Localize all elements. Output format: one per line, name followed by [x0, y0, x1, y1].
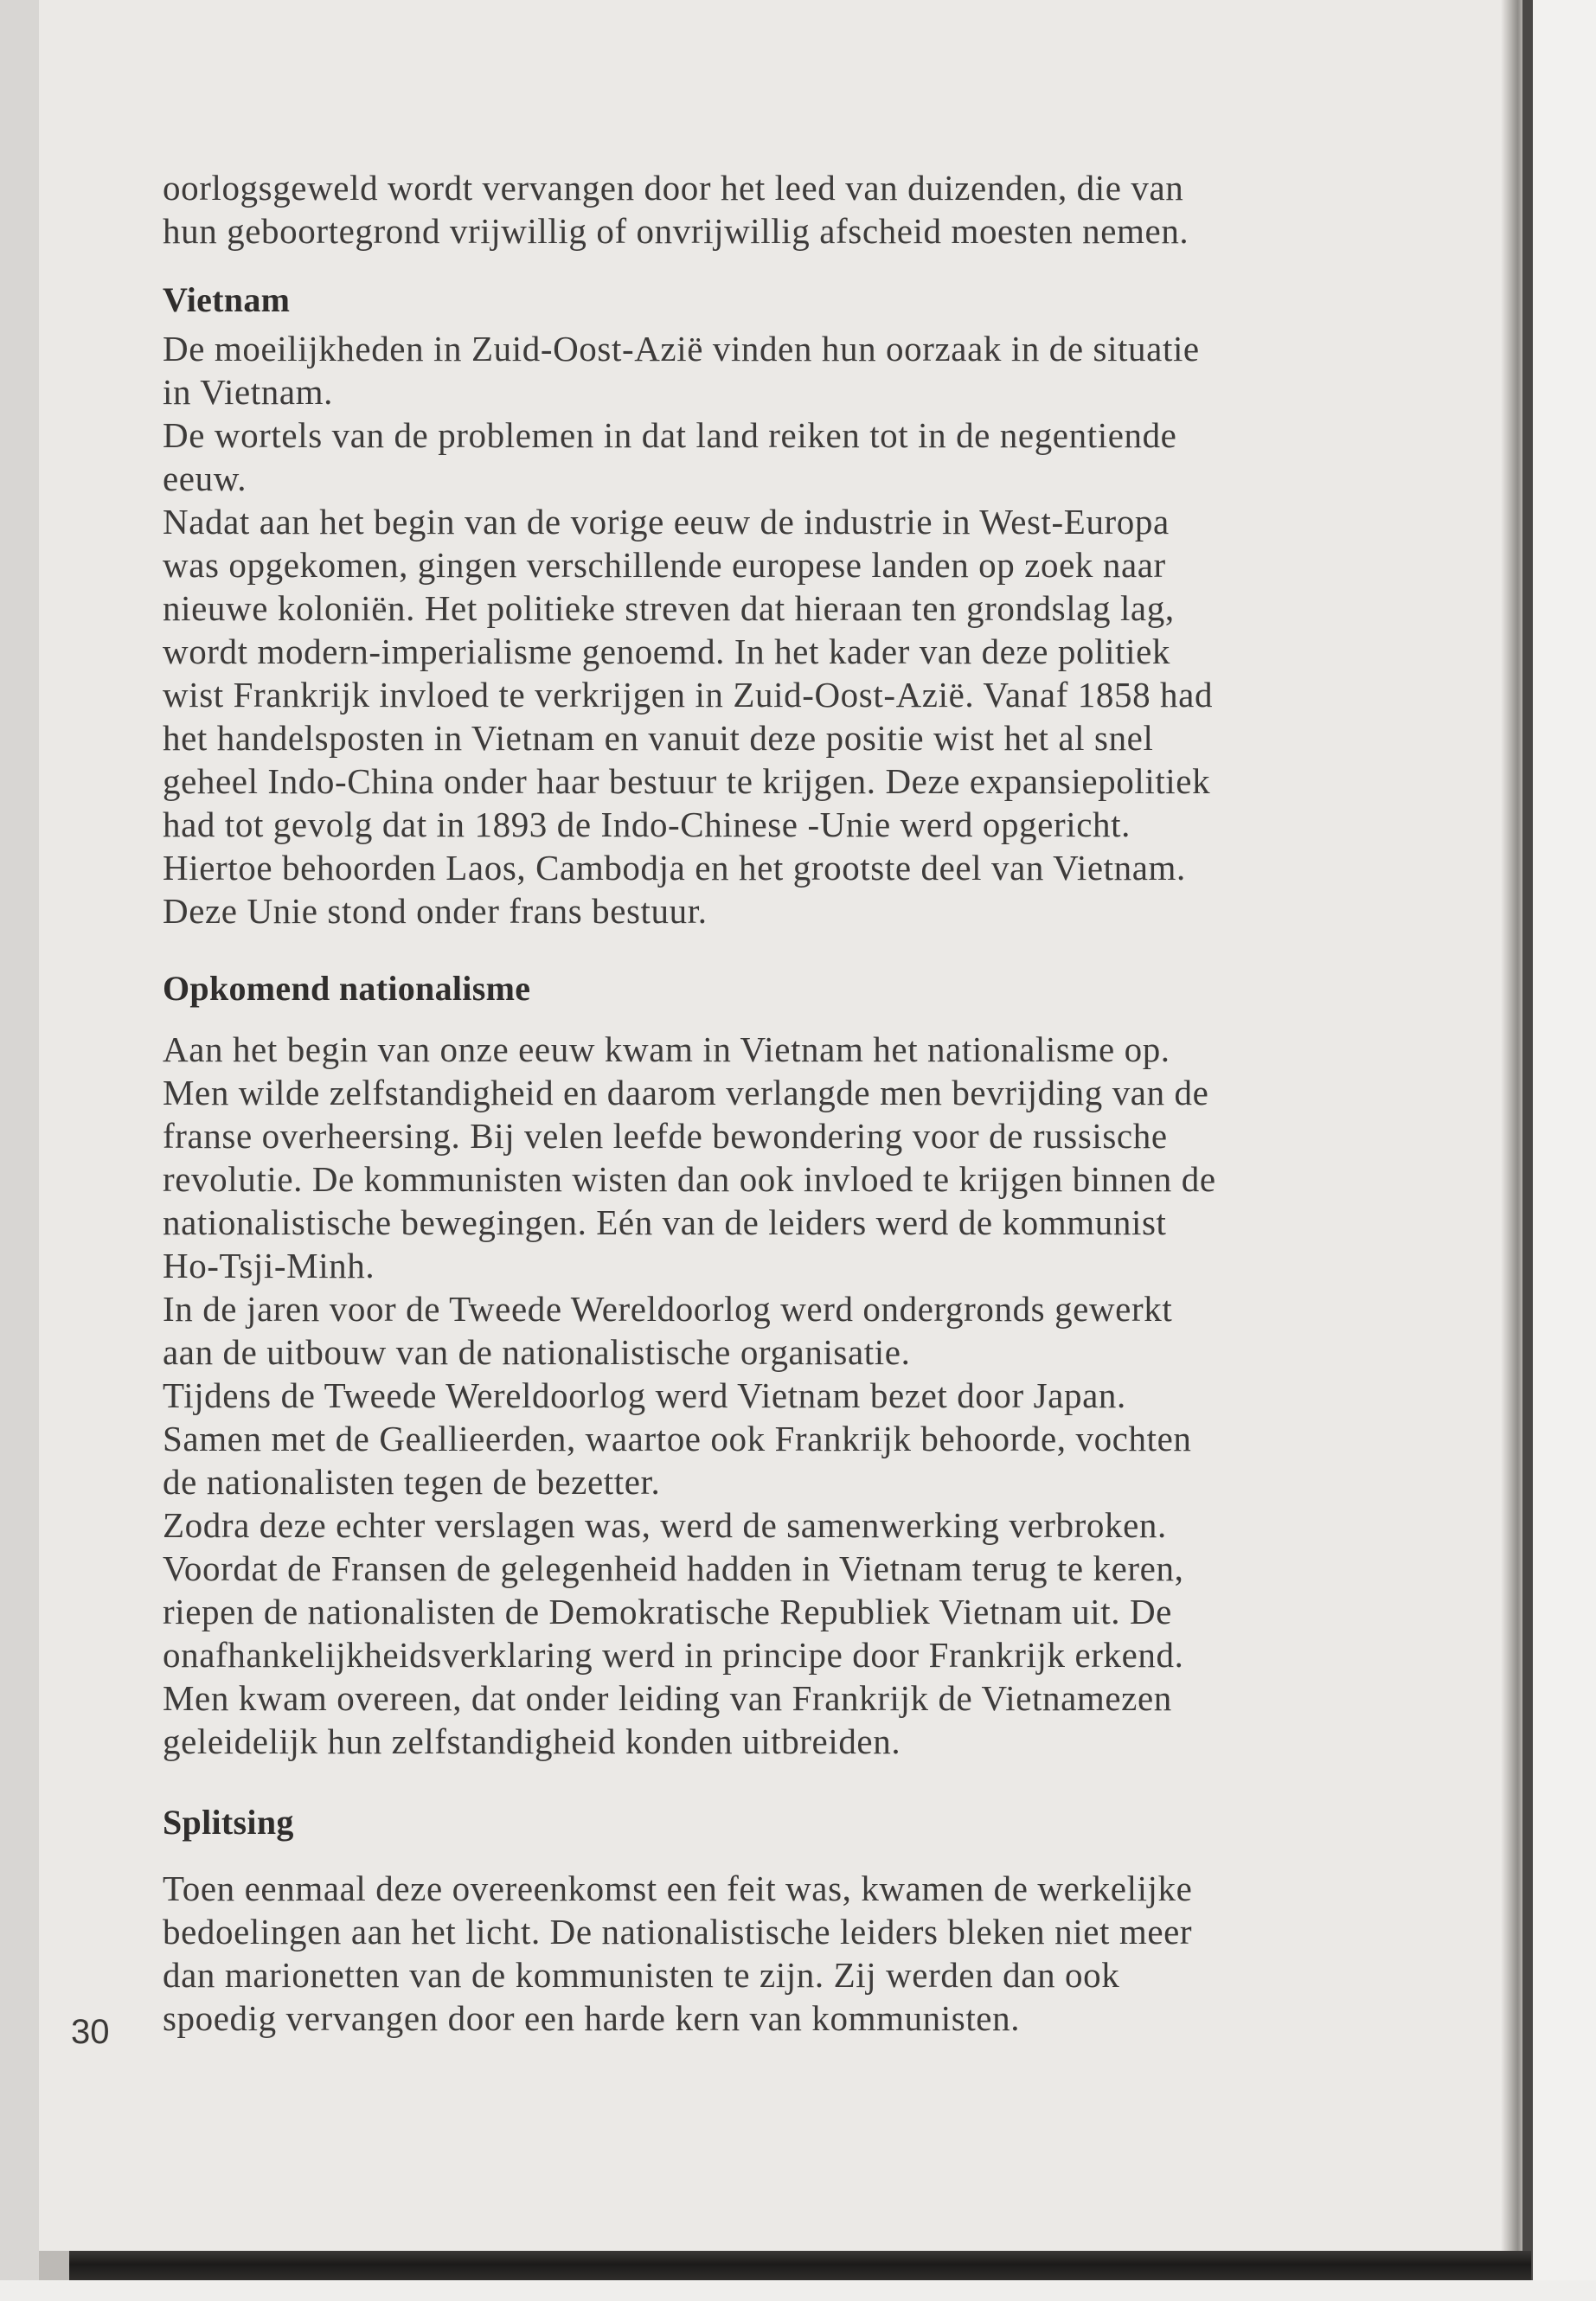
section-heading-vietnam: Vietnam	[163, 280, 291, 319]
text-line: geleidelijk hun zelfstandigheid konden uitbreiden.	[163, 1721, 901, 1761]
text-line: geheel Indo-China onder haar bestuur te krijgen. Deze expansiepolitiek	[163, 761, 1211, 801]
text-line: franse overheersing. Bij velen leefde bewondering voor de russische	[163, 1116, 1168, 1156]
text-line: revolutie. De kommunisten wisten dan ook invloed te krijgen binnen de	[163, 1159, 1216, 1199]
text-line: nieuwe koloniën. Het politieke streven dat hieraan ten grondslag lag,	[163, 588, 1175, 628]
section-body-vietnam	[163, 327, 1434, 933]
text-line: had tot gevolg dat in 1893 de Indo-Chinese -Unie werd opgericht.	[163, 804, 1131, 844]
section-body-splitsing	[163, 1867, 1434, 2040]
text-line: bedoelingen aan het licht. De nationalistische leiders bleken niet meer	[163, 1912, 1193, 1952]
text-line: Nadat aan het begin van de vorige eeuw de industrie in West-Europa	[163, 502, 1170, 542]
text-line: Tijdens de Tweede Wereldoorlog werd Vietnam bezet door Japan.	[163, 1375, 1126, 1415]
text-line: De wortels van de problemen in dat land reiken tot in de negentiende	[163, 415, 1177, 455]
text-line: hun geboortegrond vrijwillig of onvrijwillig afscheid moesten nemen.	[163, 211, 1189, 251]
text-line: De moeilijkheden in Zuid-Oost-Azië vinden hun oorzaak in de situatie	[163, 329, 1200, 369]
text-line: onafhankelijkheidsverklaring werd in principe door Frankrijk erkend.	[163, 1635, 1184, 1675]
text-line: in Vietnam.	[163, 372, 333, 412]
text-line: spoedig vervangen door een harde kern van kommunisten.	[163, 1998, 1021, 2038]
scan-background-right	[1533, 0, 1596, 2301]
scan-bottom-corner	[39, 2251, 74, 2280]
page-gutter-shadow	[1501, 0, 1525, 2275]
text-line: aan de uitbouw van de nationalistische organisatie.	[163, 1332, 911, 1372]
text-line: Hiertoe behoorden Laos, Cambodja en het grootste deel van Vietnam.	[163, 848, 1186, 888]
text-line: eeuw.	[163, 458, 247, 498]
text-line: nationalistische bewegingen. Eén van de leiders werd de kommunist	[163, 1202, 1167, 1242]
text-line: Ho-Tsji-Minh.	[163, 1246, 375, 1285]
text-line: de nationalisten tegen de bezetter.	[163, 1462, 661, 1502]
scan-bottom-edge	[69, 2251, 1531, 2280]
section-heading-splitsing: Splitsing	[163, 1803, 294, 1842]
text-line: Zodra deze echter verslagen was, werd de samenwerking verbroken.	[163, 1505, 1167, 1545]
text-line: riepen de nationalisten de Demokratische Republiek Vietnam uit. De	[163, 1592, 1172, 1631]
text-line: Voordat de Fransen de gelegenheid hadden in Vietnam terug te keren,	[163, 1548, 1184, 1588]
section-heading-opkomend-nationalisme: Opkomend nationalisme	[163, 969, 531, 1008]
page-edge	[1522, 0, 1533, 2301]
text-line: Toen eenmaal deze overeenkomst een feit was, kwamen de werkelijke	[163, 1868, 1193, 1908]
section-body-opkomend-nationalisme	[163, 1028, 1434, 1763]
text-line: dan marionetten van de kommunisten te zijn. Zij werden dan ook	[163, 1955, 1120, 1995]
text-line: Samen met de Geallieerden, waartoe ook Frankrijk behoorde, vochten	[163, 1419, 1192, 1458]
text-line: wist Frankrijk invloed te verkrijgen in Zuid-Oost-Azië. Vanaf 1858 had	[163, 675, 1214, 715]
text-line: was opgekomen, gingen verschillende europese landen op zoek naar	[163, 545, 1166, 585]
text-line: Men kwam overeen, dat onder leiding van Frankrijk de Vietnamezen	[163, 1678, 1172, 1718]
text-line: het handelsposten in Vietnam en vanuit deze positie wist het al snel	[163, 718, 1154, 758]
body-text	[163, 166, 1434, 2040]
intro-paragraph	[163, 166, 1434, 253]
text-line: wordt modern-imperialisme genoemd. In het kader van deze politiek	[163, 631, 1170, 671]
text-line: In de jaren voor de Tweede Wereldoorlog werd ondergronds gewerkt	[163, 1289, 1173, 1329]
text-line: oorlogsgeweld wordt vervangen door het leed van duizenden, die van	[163, 168, 1184, 208]
scan-background-bottom	[0, 2280, 1596, 2301]
text-line: Aan het begin van onze eeuw kwam in Vietnam het nationalisme op.	[163, 1029, 1170, 1069]
text-line: Men wilde zelfstandigheid en daarom verlangde men bevrijding van de	[163, 1073, 1209, 1112]
page-number: 30	[71, 2013, 110, 2051]
text-line: Deze Unie stond onder frans bestuur.	[163, 891, 708, 931]
